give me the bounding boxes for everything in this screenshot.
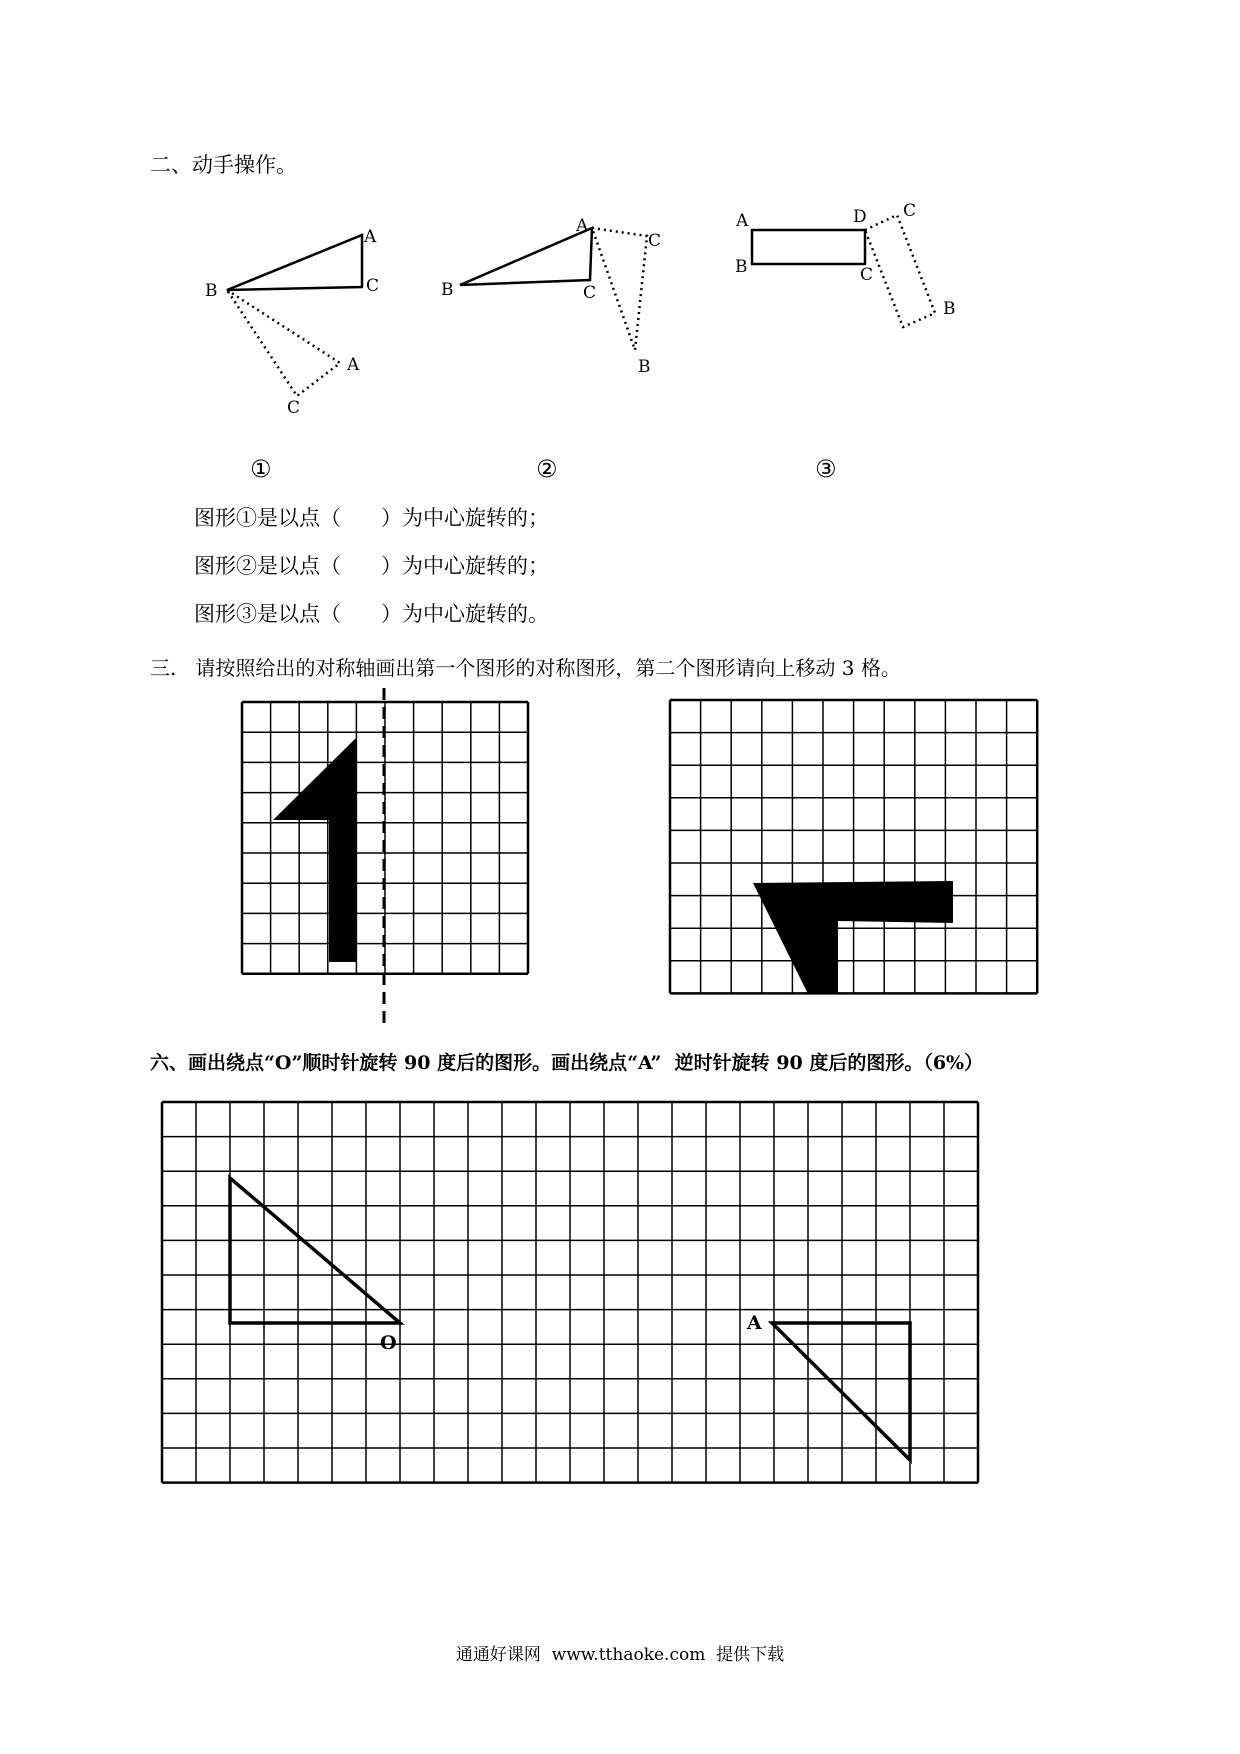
symmetry-grid-left [240,700,540,1040]
fig3-label-C2: C [903,201,917,221]
section2-title: 二、动手操作。 [150,153,297,177]
rotation-figures [0,0,1240,420]
fig1-label-C: C [366,276,380,296]
figure-label-2: ② [536,455,558,483]
figure-1 [227,235,362,396]
fig2-label-B: B [441,280,454,300]
fig2-label-B2: B [638,357,651,377]
fig3-label-B2: B [943,299,956,319]
fig3-label-C: C [860,265,874,285]
fig3-label-B: B [735,257,748,277]
point-A-label: A [747,1312,762,1334]
rotation-grid [160,1100,980,1500]
section3-title: 三. 请按照给出的对称轴画出第一个图形的对称图形，第二个图形请向上移动 3 格。 [150,656,901,680]
figure-2 [460,228,647,350]
figure-label-3: ③ [815,455,837,483]
fig2-label-A: A [576,216,589,236]
question-3: 图形③是以点（ ）为中心旋转的。 [194,602,550,626]
point-O-label: O [380,1332,397,1354]
figure-label-1: ① [250,455,272,483]
fig3-label-A: A [736,211,749,231]
fig2-label-C: C [583,283,597,303]
fig1-label-A2: A [347,355,360,375]
footer: 通通好课网 www.tthaoke.com 提供下载 [455,1645,785,1665]
triangle-O [230,1178,400,1323]
fig1-label-A: A [364,227,377,247]
translation-grid-right [668,698,1048,1008]
arrow-shape-left [273,738,356,962]
fig2-label-C2: C [648,231,662,251]
question-2: 图形②是以点（ ）为中心旋转的； [194,554,550,578]
fig3-label-D: D [853,207,867,227]
figure-3 [752,215,935,327]
question-1: 图形①是以点（ ）为中心旋转的； [194,506,550,530]
section6-title: 六、画出绕点“O”顺时针旋转 90 度后的图形。画出绕点“A” 逆时针旋转 90 度后的图形。（6%） [150,1052,984,1074]
fig1-label-B: B [205,281,218,301]
fig1-label-C2: C [287,398,301,418]
